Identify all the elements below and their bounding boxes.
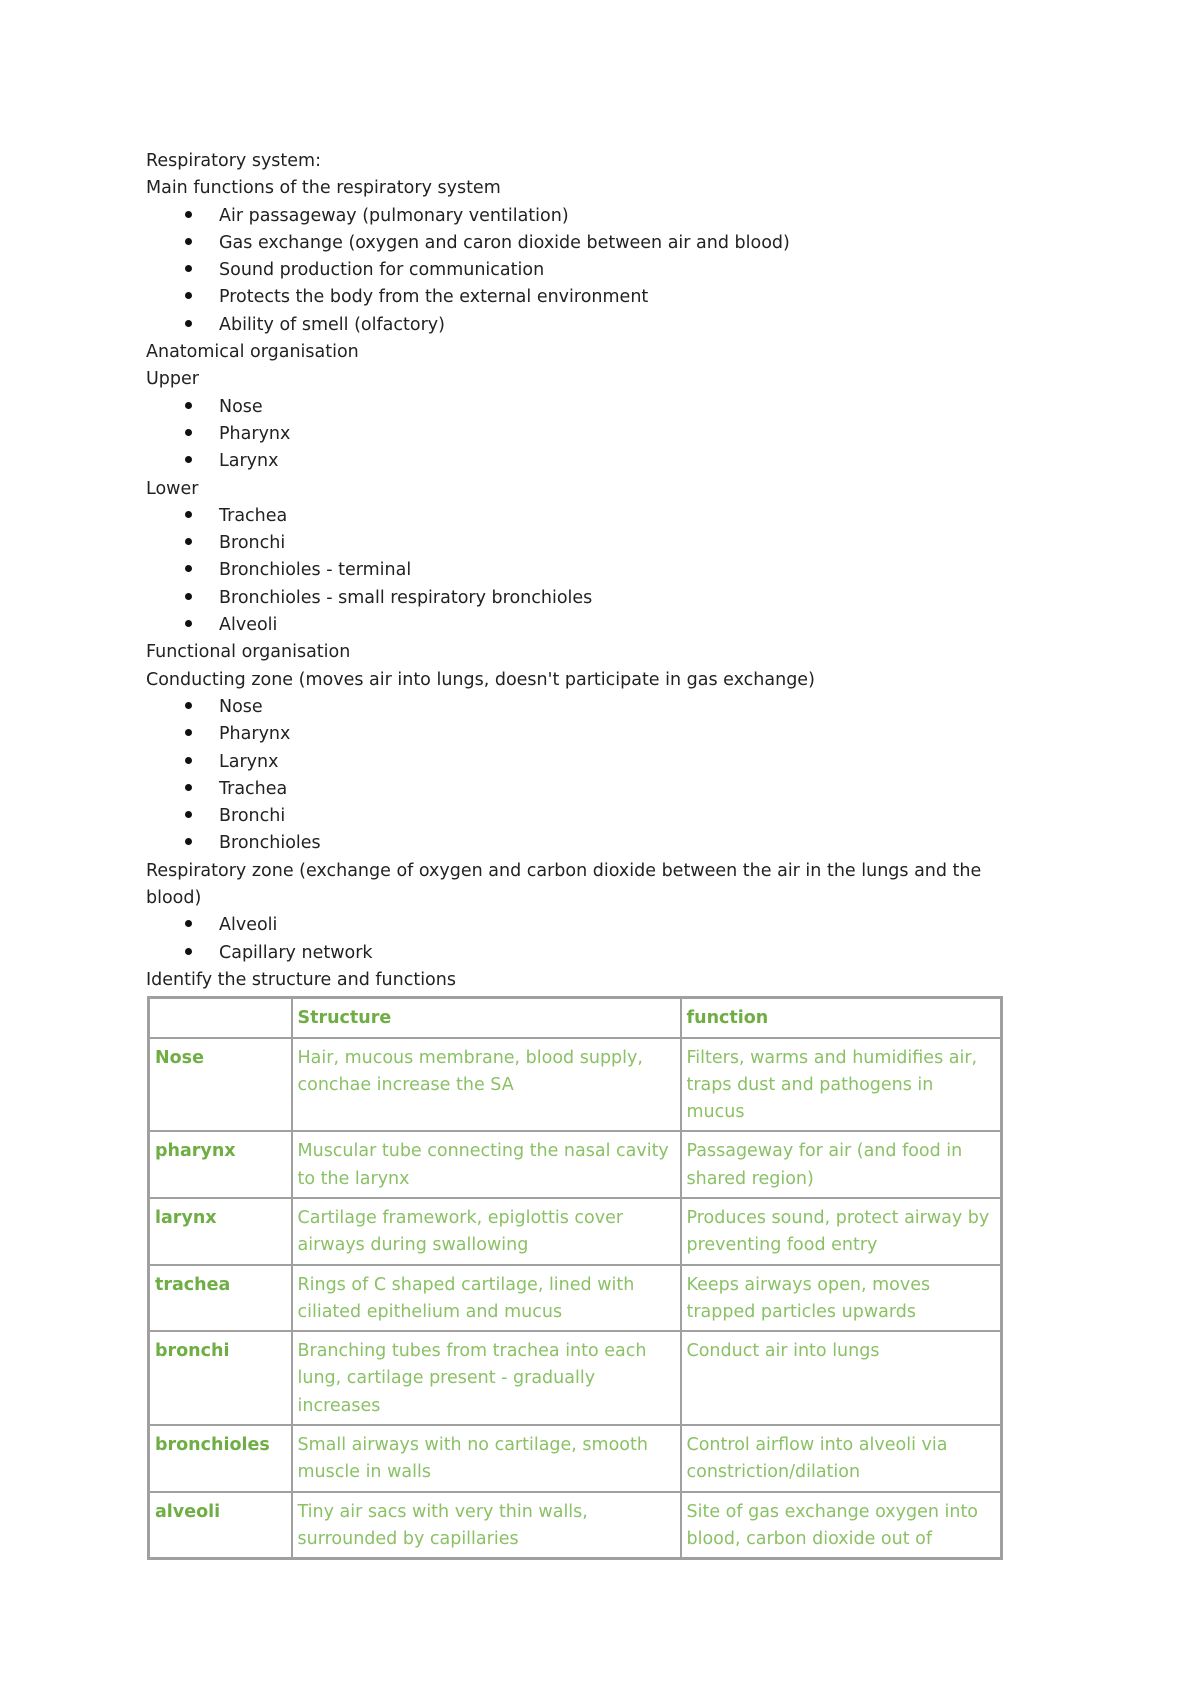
row-name-cell: bronchioles bbox=[149, 1425, 292, 1492]
bullet-icon bbox=[185, 920, 192, 927]
row-name-cell: alveoli bbox=[149, 1492, 292, 1559]
list-item: Bronchi bbox=[146, 530, 1006, 557]
functional-heading: Functional organisation bbox=[146, 642, 351, 663]
structure-cell: Branching tubes from trachea into each lung, cartilage present - gradually increases bbox=[292, 1331, 681, 1425]
anatomical-heading: Anatomical organisation bbox=[146, 342, 359, 363]
bullet-icon bbox=[185, 729, 192, 736]
conducting-heading: Conducting zone (moves air into lungs, doesn't participate in gas exchange) bbox=[146, 669, 815, 690]
row-name-cell: larynx bbox=[149, 1198, 292, 1265]
table-row bbox=[149, 1265, 1002, 1332]
structure-function-table bbox=[147, 996, 1003, 1560]
bullet-icon bbox=[185, 811, 192, 818]
table-row bbox=[149, 1131, 1002, 1198]
bullet-icon bbox=[185, 838, 192, 845]
list-item: Sound production for communication bbox=[146, 257, 1006, 284]
table-row bbox=[149, 1038, 1002, 1132]
row-name-cell: Nose bbox=[149, 1038, 292, 1132]
structure-cell: Tiny air sacs with very thin walls, surrounded by capillaries bbox=[292, 1492, 681, 1559]
bullet-icon bbox=[185, 265, 192, 272]
structure-cell: Muscular tube connecting the nasal cavity to the larynx bbox=[292, 1131, 681, 1198]
row-name-cell: pharynx bbox=[149, 1131, 292, 1198]
list-item: Bronchioles - small respiratory bronchioles bbox=[146, 585, 1006, 612]
function-cell: Passageway for air (and food in shared region) bbox=[681, 1131, 1002, 1198]
function-cell: Keeps airways open, moves trapped particles upwards bbox=[681, 1265, 1002, 1332]
functions-list bbox=[146, 203, 1006, 339]
bullet-icon bbox=[185, 238, 192, 245]
bullet-icon bbox=[185, 511, 192, 518]
bullet-icon bbox=[185, 292, 192, 299]
bullet-icon bbox=[185, 702, 192, 709]
respiratory-heading: Respiratory zone (exchange of oxygen and carbon dioxide between the air in the lungs and the blood) bbox=[146, 860, 982, 909]
bullet-icon bbox=[185, 538, 192, 545]
bullet-icon bbox=[185, 593, 192, 600]
list-item: Nose bbox=[146, 394, 1006, 421]
list-item: Gas exchange (oxygen and caron dioxide between air and blood) bbox=[146, 230, 1006, 257]
table-row bbox=[149, 1425, 1002, 1492]
bullet-icon bbox=[185, 948, 192, 955]
list-item: Nose bbox=[146, 694, 1006, 721]
bullet-icon bbox=[185, 620, 192, 627]
document-page bbox=[146, 148, 1006, 1560]
function-cell: Site of gas exchange oxygen into blood, carbon dioxide out of bbox=[681, 1492, 1002, 1559]
list-item: Bronchi bbox=[146, 803, 1006, 830]
bullet-icon bbox=[185, 320, 192, 327]
list-item: Capillary network bbox=[146, 940, 1006, 967]
structure-cell: Cartilage framework, epiglottis cover airways during swallowing bbox=[292, 1198, 681, 1265]
lower-list bbox=[146, 503, 1006, 639]
function-cell: Filters, warms and humidifies air, traps dust and pathogens in mucus bbox=[681, 1038, 1002, 1132]
table-header-row bbox=[149, 998, 1002, 1038]
structure-cell: Small airways with no cartilage, smooth muscle in walls bbox=[292, 1425, 681, 1492]
structure-cell: Rings of C shaped cartilage, lined with ciliated epithelium and mucus bbox=[292, 1265, 681, 1332]
bullet-icon bbox=[185, 784, 192, 791]
list-item: Larynx bbox=[146, 749, 1006, 776]
list-item: Larynx bbox=[146, 448, 1006, 475]
table-header-cell: Structure bbox=[292, 998, 681, 1038]
bullet-icon bbox=[185, 757, 192, 764]
table-row bbox=[149, 1331, 1002, 1425]
conducting-list bbox=[146, 694, 1006, 858]
list-item: Bronchioles bbox=[146, 830, 1006, 857]
row-name-cell: bronchi bbox=[149, 1331, 292, 1425]
bullet-icon bbox=[185, 456, 192, 463]
table-header-cell: function bbox=[681, 998, 1002, 1038]
bullet-icon bbox=[185, 429, 192, 436]
function-cell: Control airflow into alveoli via constriction/dilation bbox=[681, 1425, 1002, 1492]
table-row bbox=[149, 1492, 1002, 1559]
table-header-cell bbox=[149, 998, 292, 1038]
list-item: Air passageway (pulmonary ventilation) bbox=[146, 203, 1006, 230]
row-name-cell: trachea bbox=[149, 1265, 292, 1332]
list-item: Trachea bbox=[146, 776, 1006, 803]
bullet-icon bbox=[185, 211, 192, 218]
identify-heading: Identify the structure and functions bbox=[146, 969, 456, 990]
list-item: Trachea bbox=[146, 503, 1006, 530]
bullet-icon bbox=[185, 402, 192, 409]
list-item: Protects the body from the external environment bbox=[146, 284, 1006, 311]
list-item: Ability of smell (olfactory) bbox=[146, 312, 1006, 339]
upper-heading: Upper bbox=[146, 369, 199, 390]
function-cell: Conduct air into lungs bbox=[681, 1331, 1002, 1425]
functions-heading: Main functions of the respiratory system bbox=[146, 178, 501, 199]
respiratory-list bbox=[146, 912, 1006, 967]
list-item: Alveoli bbox=[146, 612, 1006, 639]
list-item: Alveoli bbox=[146, 912, 1006, 939]
upper-list bbox=[146, 394, 1006, 476]
structure-cell: Hair, mucous membrane, blood supply, conchae increase the SA bbox=[292, 1038, 681, 1132]
table-row bbox=[149, 1198, 1002, 1265]
lower-heading: Lower bbox=[146, 478, 199, 499]
list-item: Pharynx bbox=[146, 421, 1006, 448]
page-title: Respiratory system: bbox=[146, 151, 321, 171]
list-item: Bronchioles - terminal bbox=[146, 557, 1006, 584]
list-item: Pharynx bbox=[146, 721, 1006, 748]
bullet-icon bbox=[185, 565, 192, 572]
function-cell: Produces sound, protect airway by preventing food entry bbox=[681, 1198, 1002, 1265]
